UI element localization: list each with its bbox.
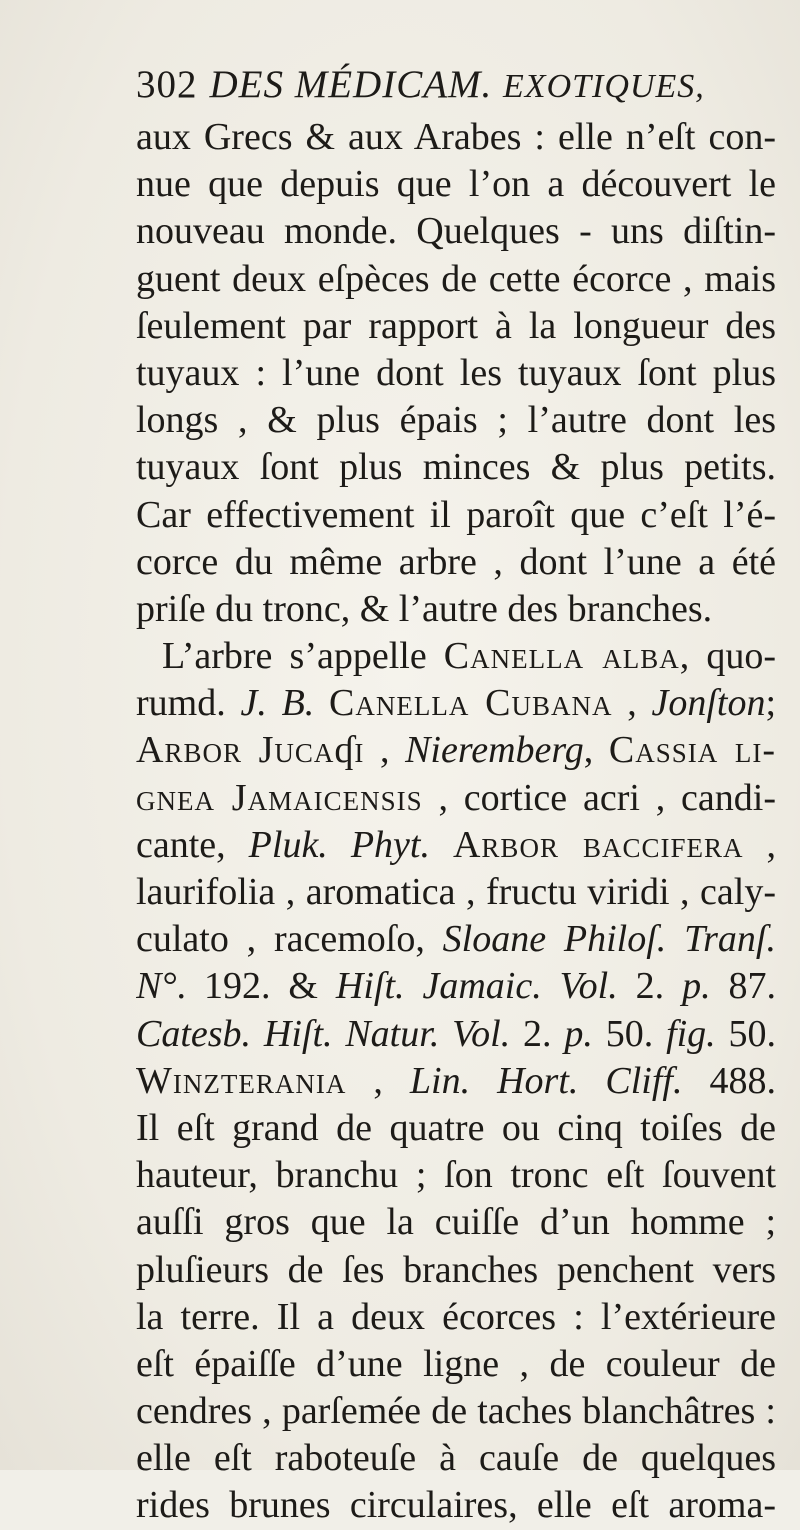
text-segment: ; xyxy=(765,682,776,725)
text-line xyxy=(136,1482,776,1529)
text-line xyxy=(136,444,776,491)
text-line xyxy=(136,1247,776,1294)
text-segment: cante, xyxy=(136,823,249,866)
text-segment: Winzterania xyxy=(136,1059,347,1102)
text-segment: 50. xyxy=(715,1012,776,1055)
text-segment: aux Grecs & aux Arabes : elle n’eſt con- xyxy=(136,116,776,158)
text-segment: , xyxy=(346,1059,410,1102)
text-line xyxy=(136,350,776,397)
text-line xyxy=(136,1294,776,1341)
text-segment: 50. xyxy=(592,1012,667,1055)
text-line xyxy=(136,161,776,208)
running-title-continuation: EXOTIQUES, xyxy=(503,68,705,105)
text-segment: rumd. xyxy=(136,682,241,725)
text-segment: , xyxy=(583,729,609,772)
text-segment: 2. xyxy=(510,1012,565,1055)
text-segment: 87. xyxy=(710,965,776,1008)
text-segment: elle eſt raboteuſe à cauſe de quelques xyxy=(136,1437,776,1480)
text-segment: fig. xyxy=(666,1012,716,1055)
text-segment: J. B. xyxy=(240,682,315,725)
text-line xyxy=(136,1011,776,1058)
text-segment: corce du même arbre , dont l’une a été xyxy=(136,540,776,583)
text-line xyxy=(136,1152,776,1199)
body-text xyxy=(136,114,776,1530)
text-line xyxy=(136,633,776,680)
text-line xyxy=(136,727,776,774)
text-line xyxy=(136,680,776,727)
text-segment: eſt épaiſſe d’une ligne , de couleur de xyxy=(136,1342,776,1385)
text-segment: Catesb. Hiſt. Natur. Vol. xyxy=(136,1012,511,1055)
text-segment: gnea Jamaicensis xyxy=(136,776,423,819)
text-segment: la terre. Il a deux écorces : l’extérieure xyxy=(136,1295,776,1338)
text-line xyxy=(136,963,776,1010)
text-line xyxy=(136,397,776,444)
text-segment: , cortice acri , candi- xyxy=(422,776,776,819)
text-segment: Canella alba xyxy=(443,635,680,678)
text-line xyxy=(136,1105,776,1152)
text-segment: Lin. Hort. Cliff. xyxy=(409,1059,683,1102)
text-line xyxy=(136,256,776,303)
text-segment: Canella Cubana xyxy=(329,682,613,725)
text-line xyxy=(136,775,776,822)
text-line xyxy=(136,303,776,350)
text-segment: Il eſt grand de quatre ou cinq toiſes de xyxy=(136,1106,776,1149)
text-segment: 488. xyxy=(682,1059,776,1102)
text-segment: Pluk. Phyt. xyxy=(248,823,430,866)
text-segment: , xyxy=(612,682,652,725)
text-line xyxy=(136,492,776,539)
running-head xyxy=(136,62,705,107)
text-line xyxy=(136,916,776,963)
text-segment: tuyaux ſont plus minces & plus petits. xyxy=(136,446,776,489)
text-segment: guent deux eſpèces de cette écorce , mais xyxy=(136,257,776,300)
text-segment: , xyxy=(743,823,776,866)
text-segment: , xyxy=(364,729,406,772)
text-line xyxy=(136,822,776,869)
text-line xyxy=(136,1341,776,1388)
text-segment: . 192. & xyxy=(176,965,336,1008)
text-segment: 2. xyxy=(617,965,683,1008)
text-segment: p. xyxy=(564,1012,593,1055)
text-segment: ſeulement par rapport à la longueur des xyxy=(136,304,776,347)
text-segment: hauteur, branchu ; ſon tronc eſt ſouvent xyxy=(136,1154,776,1197)
text-segment: N° xyxy=(136,965,177,1008)
text-segment: Hiſt. Jamaic. Vol. xyxy=(335,965,618,1008)
text-segment: priſe du tronc, & l’autre des branches. xyxy=(136,587,713,630)
text-segment: auſſi gros que la cuiſſe d’un homme ; xyxy=(136,1201,776,1244)
text-line xyxy=(136,1199,776,1246)
text-segment: Arbor baccifera xyxy=(452,823,744,866)
text-line xyxy=(136,114,776,161)
text-line xyxy=(136,208,776,255)
text-segment: nue que depuis que l’on a découvert le xyxy=(136,163,776,206)
text-line xyxy=(136,539,776,586)
text-segment: Arbor Jucaʠi xyxy=(136,729,365,772)
text-segment: longs , & plus épais ; l’autre dont les xyxy=(136,399,776,442)
text-line xyxy=(136,1058,776,1105)
page-number: 302 xyxy=(136,63,198,106)
text-line xyxy=(136,1435,776,1482)
text-segment: Jonſton xyxy=(651,682,766,725)
text-line xyxy=(136,586,776,633)
text-segment: p. xyxy=(682,965,711,1008)
running-title: DES MÉDICAM. xyxy=(209,63,493,106)
text-segment: Sloane Philoſ. Tranſ. xyxy=(442,918,776,961)
text-segment xyxy=(430,824,453,866)
text-segment: , quo- xyxy=(679,635,776,678)
text-line xyxy=(136,869,776,916)
text-line xyxy=(136,1388,776,1435)
text-segment: Nieremberg xyxy=(405,729,584,772)
text-segment: Cassia li- xyxy=(608,729,776,772)
text-segment: L’arbre s’appelle xyxy=(162,635,444,678)
text-segment: laurifolia , aromatica , fructu viridi , caly- xyxy=(136,871,776,913)
text-segment: culato , racemoſo, xyxy=(136,918,443,961)
text-segment: rides brunes circulaires, elle eſt aroma- xyxy=(136,1484,776,1527)
text-segment: cendres , parſemée de taches blanchâtres : xyxy=(136,1390,776,1433)
text-segment: pluſieurs de ſes branches penchent vers xyxy=(136,1248,776,1291)
text-segment: tuyaux : l’une dont les tuyaux ſont plus xyxy=(136,351,776,394)
text-segment: Car effectivement il paroît que c’eſt l’é- xyxy=(136,493,776,536)
text-segment: nouveau monde. Quelques - uns diſtin- xyxy=(136,210,776,253)
text-segment xyxy=(314,682,329,724)
